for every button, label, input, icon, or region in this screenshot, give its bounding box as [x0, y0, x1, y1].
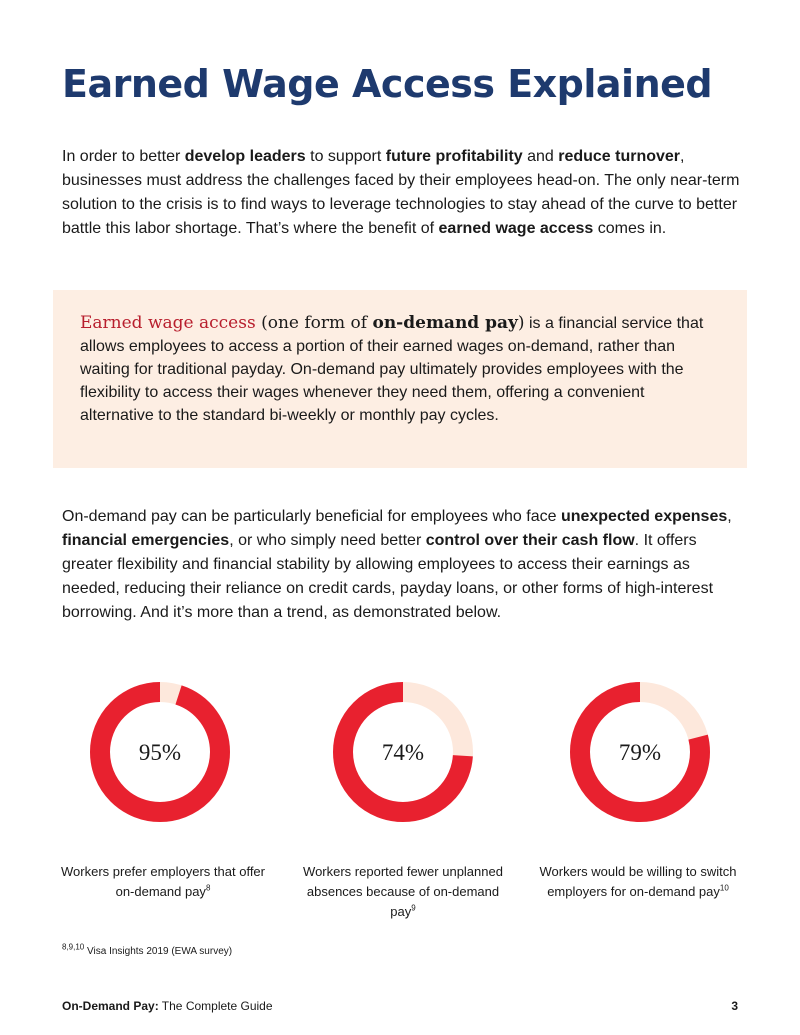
stat-caption-1: Workers prefer employers that offer on-demand pay$^8$: [61, 864, 265, 899]
stat-value: 95%: [138, 740, 182, 765]
benefits-paragraph: On-demand pay can be particularly beneficial for employees who face unexpected expenses, financial emergencies, or who simply need better control over their cash flow. It offers greater flexibility and financial stability by allowing employees to access their earnings as needed, reducing their reliance on credit cards, payday loans, or other forms of high-interest borrowing. And it’s more than a trend, as demonstrated below.: [62, 508, 732, 621]
donut-chart: [333, 682, 473, 822]
stat-value: 79%: [618, 740, 662, 765]
page-number: 3: [731, 999, 738, 1013]
stat-ring-2: [293, 682, 513, 822]
page-title: Earned Wage Access Explained: [62, 62, 713, 106]
callout-term: Earned wage access: [80, 313, 256, 333]
donut-chart: [90, 682, 230, 822]
callout-text: Earned wage access (one form of on-demand pay) is a financial service that allows employees to access a portion of their earned wages on-demand, rather than waiting for traditional payday. On-demand pay ultimately provides employees with the flexibility to access their wages whenever they need them, offering a convenient alternative to the standard bi-weekly or monthly pay cycles.: [80, 313, 704, 424]
callout-term-2: on-demand pay: [372, 313, 518, 333]
stat-caption-3: Workers would be willing to switch employers for on-demand pay$^{10}$: [539, 864, 737, 899]
stat-caption-2: Workers reported fewer unplanned absences because of on-demand pay$^9$: [303, 864, 503, 919]
footnote: $^{8,9,10}$ Visa Insights 2019 (EWA survey): [62, 942, 233, 957]
definition-callout: [53, 290, 747, 468]
footer-title: On-Demand Pay: The Complete Guide: [62, 999, 273, 1013]
intro-paragraph: In order to better develop leaders to support future profitability and reduce turnover, businesses must address the challenges faced by their employees head-on. The only near-term solution to the crisis is to find ways to leverage technologies to stay ahead of the curve to better battle this labor shortage. That’s where the benefit of earned wage access comes in.: [62, 148, 740, 237]
stat-value: 74%: [381, 740, 425, 765]
donut-chart: [570, 682, 710, 822]
stat-ring-1: [50, 682, 270, 822]
stat-ring-3: [530, 682, 750, 822]
